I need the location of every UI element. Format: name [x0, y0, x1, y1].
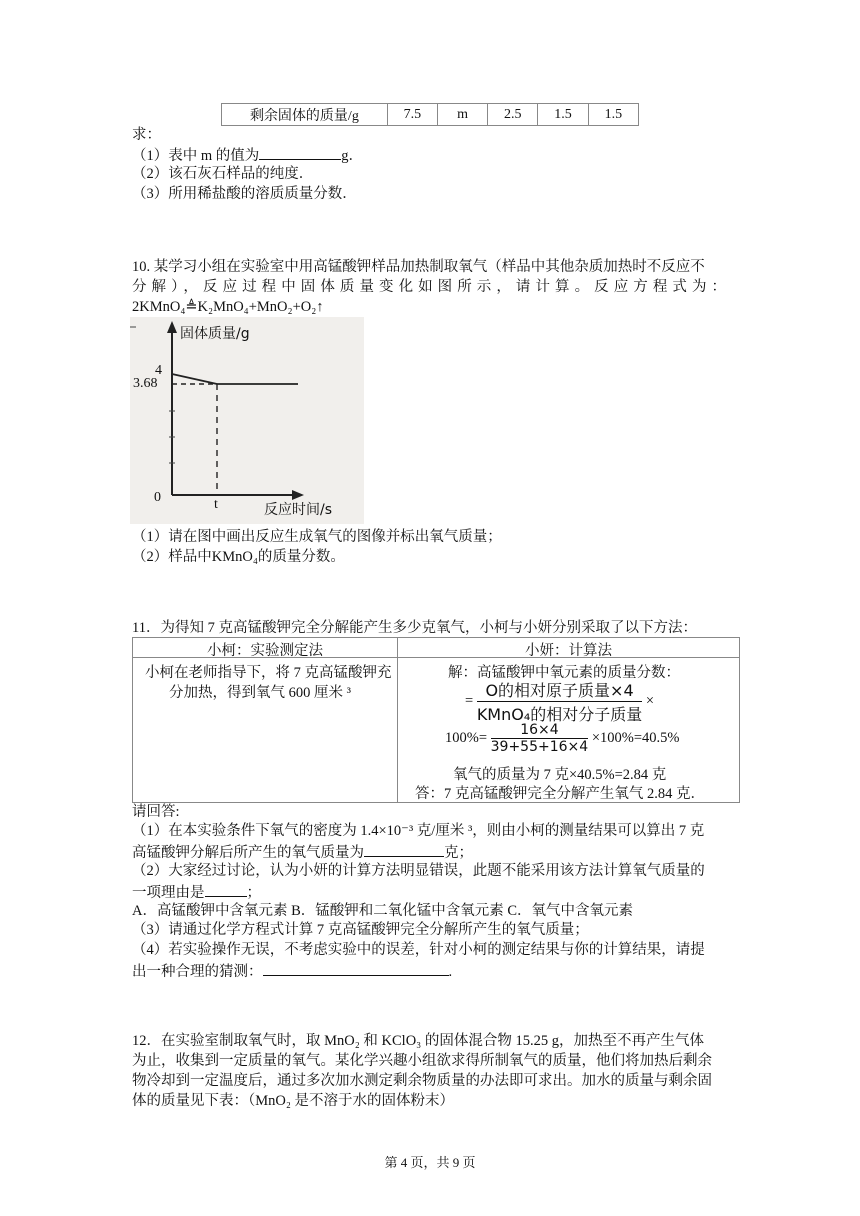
- mass-time-graph: [130, 317, 364, 524]
- method-header-right: 小妍：计算法: [525, 643, 612, 659]
- q11-a2-line2: [132, 882, 261, 902]
- table-label: 剩余固体的质量/g: [222, 104, 388, 126]
- q10-text-line2: 分解），反应过程中固体质量变化如图所示，请计算。反应方程式为：: [132, 279, 730, 295]
- mass-decrease-line: [172, 374, 217, 384]
- q11-a3: （3）请通过化学方程式计算 7 克高锰酸钾完全分解所产生的氧气质量；: [132, 922, 589, 938]
- left-text-2: 分加热，得到氧气 600 厘米 ³: [169, 685, 351, 701]
- q10-part2: （2）样品中KMnO₄的质量分数。: [132, 549, 345, 565]
- fraction-1: [465, 678, 654, 725]
- q11-a4-end: .: [448, 964, 453, 980]
- q9-part1: [132, 145, 363, 165]
- fraction-2-line: [445, 722, 679, 755]
- y-tick-3-68: 3.68: [133, 376, 158, 391]
- q11-a2-end: ；: [246, 885, 261, 901]
- q12-line1: 12．在实验室制取氧气时，取 MnO₂ 和 KClO₃ 的固体混合物 15.25 g，加热至不再产生气体: [132, 1033, 704, 1049]
- residue-table: [221, 103, 639, 126]
- right-text-4: 答：7 克高锰酸钾完全分解产生氧气 2.84 克．: [415, 786, 705, 802]
- q11-intro: 11．为得知 7 克高锰酸钾完全分解能产生多少克氧气，小柯与小妍分别采取了以下方法：: [132, 620, 697, 636]
- q12-line3: 物冷却到一定温度后，通过多次加水测定剩余物质量的办法即可求出。加水的质量与剩余固: [132, 1073, 712, 1089]
- answer-blank[interactable]: [364, 842, 444, 857]
- q9-part1-text: （1）表中 m 的值为: [132, 148, 260, 164]
- q11-a2-text: 一项理由是: [132, 885, 205, 901]
- left-text-1: 小柯在老师指导下，将 7 克高锰酸钾充: [145, 665, 392, 681]
- q10-text-line1: 10. 某学习小组在实验室中用高锰酸钾样品加热制取氧气（样品中其他杂质加热时不反应不: [132, 259, 705, 275]
- equals-sign: =: [465, 693, 474, 709]
- t-label: t: [214, 497, 218, 512]
- frac2-numerator: 16×4: [491, 722, 589, 739]
- right-text-1: 解：高锰酸钾中氧元素的质量分数：: [448, 665, 680, 681]
- q11-table: [132, 637, 740, 803]
- q11-a1-text: 高锰酸钾分解后所产生的氧气质量为: [132, 845, 364, 861]
- answer-blank[interactable]: [263, 961, 449, 976]
- q12-line2: 为止，收集到一定质量的氧气。某化学兴趣小组欲求得所制氧气的质量，他们将加热后剩余: [132, 1053, 712, 1069]
- q11-a4-line2: [132, 961, 452, 981]
- q11-a1-line2: [132, 842, 473, 862]
- y-axis-label: 固体质量/g: [180, 326, 250, 342]
- frac2-denominator: 39+55+16×4: [490, 739, 589, 755]
- q11-a2-line1: （2）大家经过讨论，认为小妍的计算方法明显错误，此题不能采用该方法计算氧气质量的: [132, 863, 705, 879]
- table-cell: 1.5: [538, 104, 588, 126]
- y-axis-arrow: [167, 321, 177, 333]
- frac1-denominator: KMnO₄的相对分子质量: [476, 705, 643, 724]
- q12-line4: 体的质量见下表：（MnO₂ 是不溶于水的固体粉末）: [132, 1093, 455, 1109]
- x-axis-label: 反应时间/s: [264, 502, 333, 518]
- q9-part1-unit: g．: [341, 148, 364, 164]
- q11-a1-unit: 克；: [444, 845, 473, 861]
- frac1-numerator: O的相对原子质量×4: [477, 678, 642, 702]
- percent-prefix: 100%=: [445, 730, 488, 746]
- table-cell: m: [438, 104, 488, 126]
- times-sign: ×: [645, 693, 655, 709]
- q11-a4-line1: （4）若实验操作无误，不考虑实验中的误差，针对小柯的测定结果与你的计算结果，请提: [132, 942, 705, 958]
- q9-part3: （3）所用稀盐酸的溶质质量分数．: [132, 186, 357, 202]
- table-cell: 7.5: [387, 104, 437, 126]
- q10-equation: 2KMnO₄≜K₂MnO₄+MnO₂+O₂↑: [132, 299, 324, 315]
- origin-label: 0: [154, 490, 161, 505]
- q9-part2: （2）该石灰石样品的纯度．: [132, 166, 314, 182]
- right-text-3: 氧气的质量为 7 克×40.5%=2.84 克: [453, 767, 667, 783]
- q11-a4-text: 出一种合理的猜测：: [132, 964, 263, 980]
- q11-a1-line1: （1）在本实验条件下氧气的密度为 1.4×10⁻³ 克/厘米 ³，则由小柯的测量结果可以算出 7 克: [132, 823, 705, 839]
- graph-svg: [130, 317, 364, 524]
- q11-ask: 请回答:: [132, 804, 180, 820]
- q10-part1: （1）请在图中画出反应生成氧气的图像并标出氧气质量；: [132, 529, 502, 545]
- answer-blank[interactable]: [205, 882, 247, 897]
- q11-choices: A．高锰酸钾中含氧元素 B．锰酸钾和二氧化锰中含氧元素 C．氧气中含氧元素: [132, 903, 634, 919]
- answer-blank[interactable]: [259, 145, 341, 160]
- table-cell: 1.5: [588, 104, 638, 126]
- y-tick-4: 4: [155, 363, 162, 378]
- table-cell: 2.5: [488, 104, 538, 126]
- page-footer: 第 4 页，共 9 页: [384, 1155, 476, 1170]
- percent-result: ×100%=40.5%: [591, 730, 680, 746]
- q9-intro: 求：: [132, 127, 161, 143]
- method-header-left: 小柯：实验测定法: [207, 643, 323, 659]
